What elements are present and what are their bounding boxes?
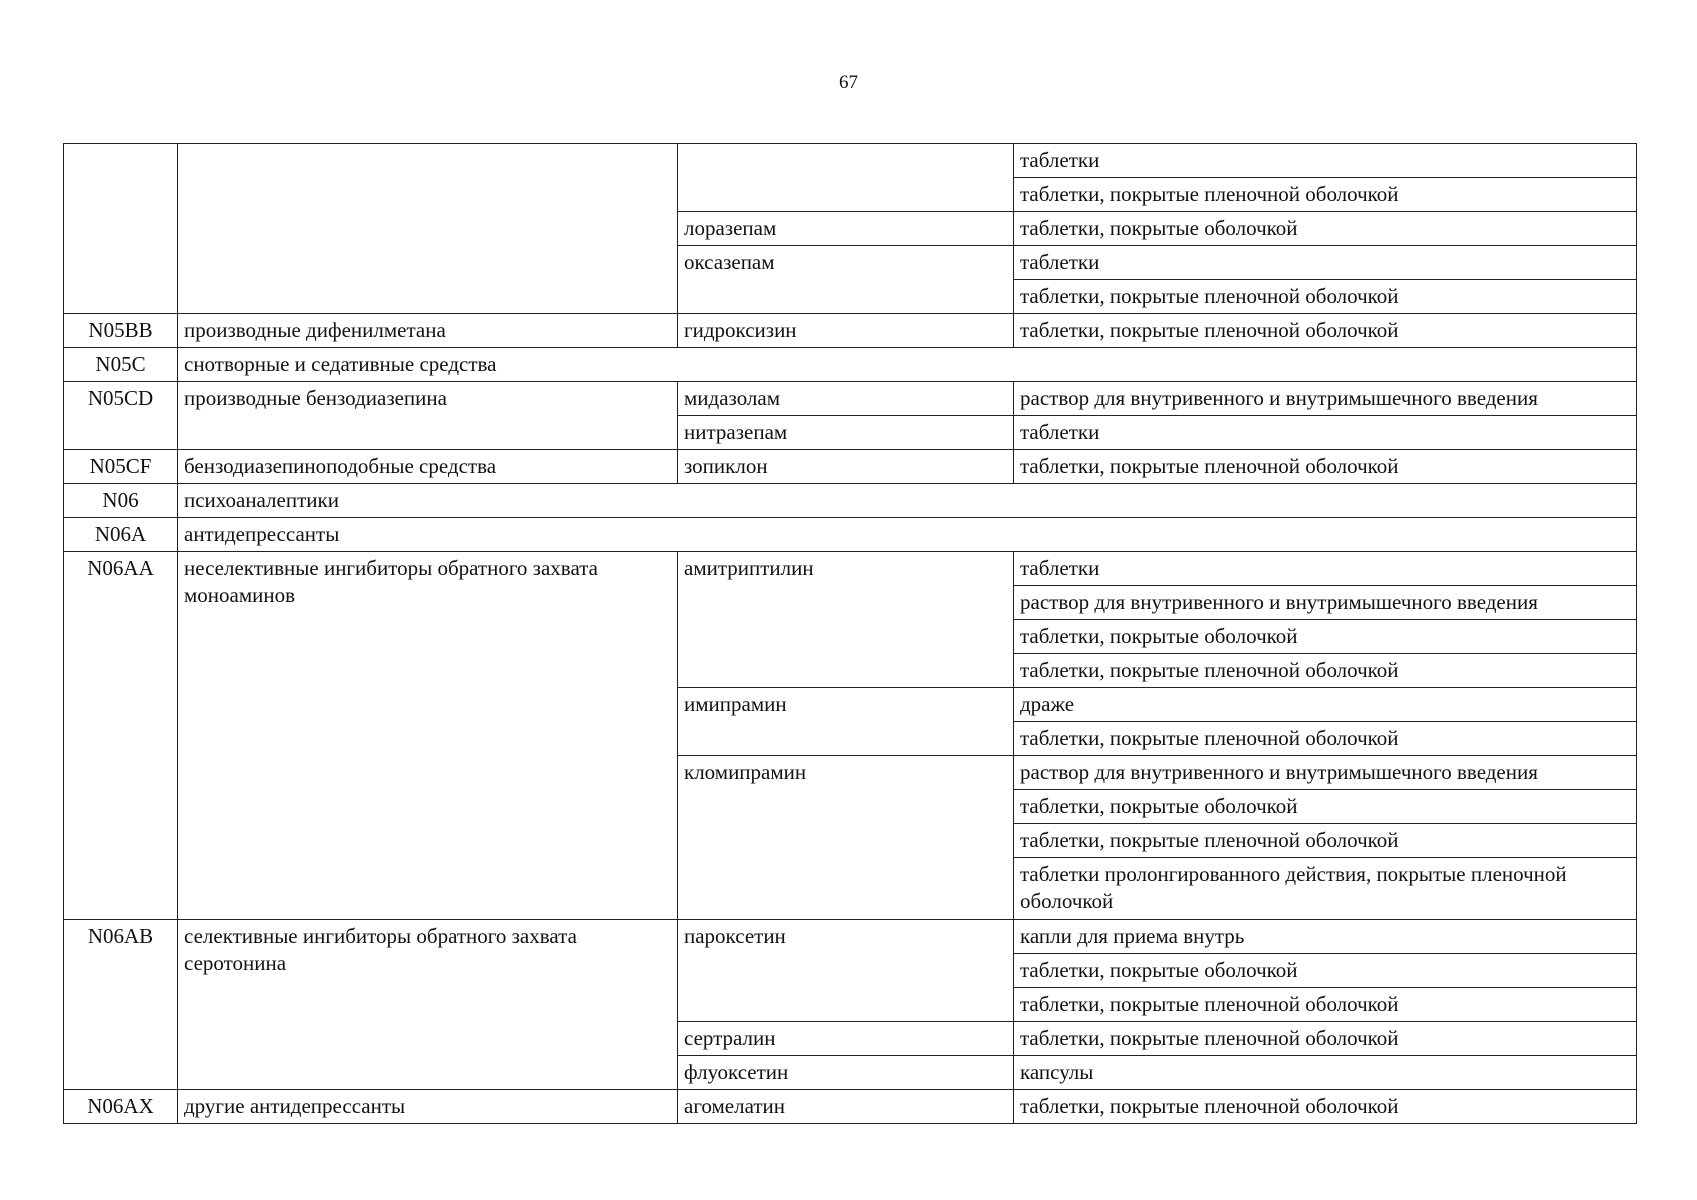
group-cell	[178, 144, 678, 314]
form-cell: таблетки пролонгированного действия, покрытые пленочной оболочкой	[1014, 858, 1637, 920]
drug-cell: амитриптилин	[678, 552, 1014, 688]
group-cell: производные бензодиазепина	[178, 382, 678, 450]
form-cell: раствор для внутривенного и внутримышечного введения	[1014, 382, 1637, 416]
form-cell: таблетки	[1014, 552, 1637, 586]
drug-cell: кломипрамин	[678, 756, 1014, 920]
form-cell: таблетки, покрытые пленочной оболочкой	[1014, 450, 1637, 484]
drug-cell: гидроксизин	[678, 314, 1014, 348]
form-cell: таблетки, покрытые пленочной оболочкой	[1014, 280, 1637, 314]
drug-cell: нитразепам	[678, 416, 1014, 450]
table-row	[64, 382, 1637, 416]
form-cell: капсулы	[1014, 1056, 1637, 1090]
code-cell: N05CD	[64, 382, 178, 450]
form-cell: таблетки	[1014, 416, 1637, 450]
drug-cell: агомелатин	[678, 1090, 1014, 1124]
drug-cell	[678, 144, 1014, 212]
drug-cell: пароксетин	[678, 920, 1014, 1022]
group-cell: психоаналептики	[178, 484, 1637, 518]
form-cell: таблетки	[1014, 246, 1637, 280]
form-cell: таблетки, покрытые пленочной оболочкой	[1014, 824, 1637, 858]
drug-table	[63, 143, 1637, 1124]
code-cell: N06A	[64, 518, 178, 552]
form-cell: раствор для внутривенного и внутримышечного введения	[1014, 586, 1637, 620]
table-row	[64, 314, 1637, 348]
drug-cell: сертралин	[678, 1022, 1014, 1056]
table-row	[64, 484, 1637, 518]
form-cell: таблетки, покрытые пленочной оболочкой	[1014, 178, 1637, 212]
code-cell: N06AX	[64, 1090, 178, 1124]
form-cell: раствор для внутривенного и внутримышечного введения	[1014, 756, 1637, 790]
form-cell: таблетки, покрытые оболочкой	[1014, 620, 1637, 654]
drug-cell: флуоксетин	[678, 1056, 1014, 1090]
drug-cell: лоразепам	[678, 212, 1014, 246]
form-cell: таблетки, покрытые пленочной оболочкой	[1014, 654, 1637, 688]
table-row	[64, 1090, 1637, 1124]
form-cell: таблетки, покрытые оболочкой	[1014, 212, 1637, 246]
code-cell: N06AA	[64, 552, 178, 920]
group-cell: селективные ингибиторы обратного захвата серотонина	[178, 920, 678, 1090]
page-number: 67	[839, 72, 858, 93]
drug-cell: зопиклон	[678, 450, 1014, 484]
group-cell: неселективные ингибиторы обратного захвата моноаминов	[178, 552, 678, 920]
table-row	[64, 518, 1637, 552]
code-cell: N06AB	[64, 920, 178, 1090]
form-cell: таблетки, покрытые пленочной оболочкой	[1014, 314, 1637, 348]
table-row	[64, 348, 1637, 382]
code-cell: N05BB	[64, 314, 178, 348]
form-cell: таблетки, покрытые пленочной оболочкой	[1014, 1090, 1637, 1124]
form-cell: таблетки, покрытые пленочной оболочкой	[1014, 722, 1637, 756]
drug-cell: имипрамин	[678, 688, 1014, 756]
table-row	[64, 552, 1637, 586]
group-cell: бензодиазепиноподобные средства	[178, 450, 678, 484]
group-cell: снотворные и седативные средства	[178, 348, 1637, 382]
group-cell: другие антидепрессанты	[178, 1090, 678, 1124]
form-cell: таблетки, покрытые оболочкой	[1014, 790, 1637, 824]
code-cell: N06	[64, 484, 178, 518]
table-row	[64, 144, 1637, 178]
group-cell: производные дифенилметана	[178, 314, 678, 348]
form-cell: драже	[1014, 688, 1637, 722]
drug-cell: мидазолам	[678, 382, 1014, 416]
form-cell: таблетки	[1014, 144, 1637, 178]
code-cell: N05C	[64, 348, 178, 382]
group-cell: антидепрессанты	[178, 518, 1637, 552]
table-row	[64, 920, 1637, 954]
form-cell: таблетки, покрытые оболочкой	[1014, 954, 1637, 988]
form-cell: капли для приема внутрь	[1014, 920, 1637, 954]
table-row	[64, 450, 1637, 484]
form-cell: таблетки, покрытые пленочной оболочкой	[1014, 1022, 1637, 1056]
code-cell	[64, 144, 178, 314]
form-cell: таблетки, покрытые пленочной оболочкой	[1014, 988, 1637, 1022]
drug-cell: оксазепам	[678, 246, 1014, 314]
code-cell: N05CF	[64, 450, 178, 484]
